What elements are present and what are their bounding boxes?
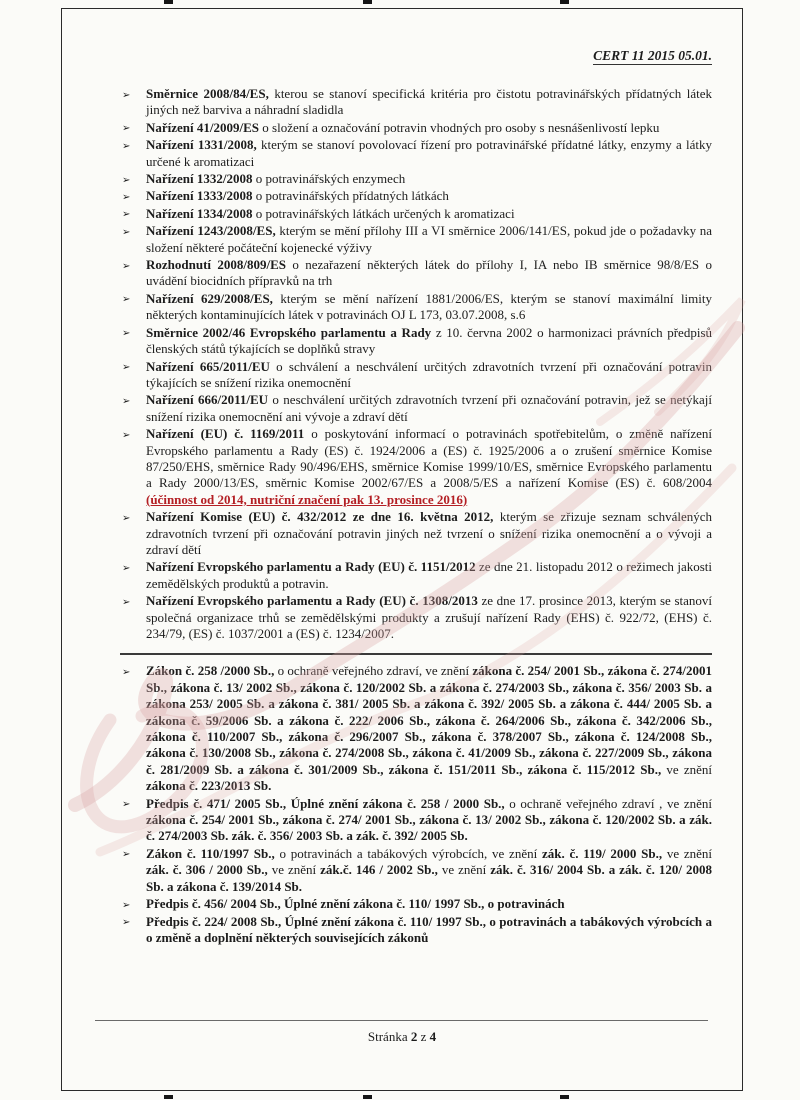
list-item [120,291,712,324]
list-item-text [146,206,515,221]
bold-citation-text: Nařízení 666/2011/EU [146,392,269,408]
bold-citation-text: Nařízení 1331/2008, [146,137,257,153]
header-reference-code: CERT 11 2015 05.01. [593,48,712,63]
bold-citation-text: Zákon č. 258 /2000 Sb., [146,663,275,679]
list-item [120,914,712,947]
text-run: ve znění [267,862,321,878]
bold-citation-text: Nařízení 629/2008/ES, [146,290,273,306]
text-run: kterou se stanoví specifická kritéria pro čistotu potravinářských přídatných látek jiných než barviva a náhradní sladidla [146,86,713,118]
list-item [120,86,712,119]
bullet-arrow-icon: ➢ [122,395,131,407]
list-item [120,137,712,170]
bullet-arrow-icon: ➢ [122,849,131,861]
bold-citation-text: zákona č. 223/2013 Sb. [146,778,272,794]
bold-citation-text: Nařízení Evropského parlamentu a Rady (EU) č. 1308/2013 [146,593,478,609]
text-run: o složení a označování potravin vhodných pro osoby s nesnášenlivostí lepku [259,119,660,135]
bold-citation-text: Směrnice 2008/84/ES, [146,86,269,101]
scan-registration-mark [363,1095,372,1099]
list-item [120,559,712,592]
bold-citation-text: zák. č. 306 / 2000 Sb., [146,862,268,878]
text-run: ze dne 21. listopadu 2012 o režimech jakosti zemědělských produktů a potravin. [146,559,712,591]
text-run: ve znění [661,761,713,777]
bold-citation-text: Nařízení 1333/2008 [146,188,253,204]
highlight-red-text: (účinnost od 2014, nutriční značení pak 13. prosince 2016) [146,491,468,507]
bullet-arrow-icon: ➢ [122,562,131,574]
list-item-text [146,896,565,911]
list-item-text [146,426,712,507]
text-run: o schválení a neschválení určitých zdravotních tvrzení při označování potravin týkajících se snížení rizika onemocnění [146,358,712,390]
list-item [120,359,712,392]
bullet-arrow-icon: ➢ [122,512,131,524]
list-item [120,426,712,508]
bullet-arrow-icon: ➢ [122,123,131,135]
list-item [120,392,712,425]
list-item-text [146,86,712,117]
bold-citation-text: zák. č. 119/ 2000 Sb., [541,845,663,861]
eu-regulations-list [120,86,712,642]
bullet-arrow-icon: ➢ [122,799,131,811]
list-item-text [146,392,712,423]
bold-citation-text: Předpis č. 456/ 2004 Sb., Úplné znění zákona č. 110/ 1997 Sb., o potravinách [146,896,565,912]
list-item [120,325,712,358]
bullet-arrow-icon: ➢ [122,328,131,340]
list-item [120,171,712,187]
text-run: Stránka [367,1029,411,1044]
list-item [120,663,712,794]
bold-citation-text: Nařízení 1334/2008 [146,205,253,221]
bullet-arrow-icon: ➢ [122,191,131,203]
list-item-text [146,120,659,135]
list-item [120,223,712,256]
bold-citation-text: Nařízení 1243/2008/ES, [146,223,276,239]
list-item-text [146,914,712,945]
scan-registration-mark [164,0,173,4]
text-run: o potravinářských látkách určených k aromatizaci [252,205,515,221]
bold-citation-text: Nařízení 665/2011/EU [146,358,270,374]
document-header [120,48,712,64]
bullet-arrow-icon: ➢ [122,666,131,678]
bullet-arrow-icon: ➢ [122,899,131,911]
list-item-text [146,663,712,793]
list-item [120,593,712,642]
bullet-arrow-icon: ➢ [122,209,131,221]
bullet-arrow-icon: ➢ [122,596,131,608]
list-item-text [146,257,712,288]
bold-citation-text: zák. č. 316/ 2004 Sb. a zák. č. 120/ 2008 Sb. a zákona č. 139/2014 Sb. [146,862,712,894]
bold-citation-text: zák.č. 146 / 2002 Sb., [320,862,438,878]
bold-citation-text: Zákon č. 110/1997 Sb., [146,845,275,861]
bold-citation-text: Nařízení Komise (EU) č. 432/2012 ze dne 16. května 2012, [146,509,494,525]
list-item [120,509,712,558]
text-run: o ochraně veřejného zdraví, ve znění [274,663,473,679]
list-item [120,188,712,204]
list-item [120,846,712,895]
text-run: o neschválení určitých zdravotních tvrzení při označování potravin, jež se netýkají snížení rizika onemocnění ani vývoje a zdraví dětí [146,392,712,424]
list-item-text [146,509,712,557]
bold-citation-text: Nařízení 41/2009/ES [146,119,260,135]
scan-registration-mark [164,1095,173,1099]
bullet-arrow-icon: ➢ [122,226,131,238]
list-item-text [146,359,712,390]
scan-registration-mark [560,0,569,4]
text-run: ze dne 17. prosince 2013, kterým se stanoví společná organizace trhů se zemědělskými produkty a zrušují nařízení Rady (EHS) č. 922/72, (EHS) č. 234/79, (ES) č. 1037/2001 a (ES) č. 1234/2007. [146,593,712,641]
list-item-text [146,559,712,590]
list-item [120,206,712,222]
bold-citation-text: zákona č. 254/ 2001 Sb., zákona č. 274/ 2001 Sb., zákona č. 13/ 2002 Sb., zákona č. 120/2002 Sb. a zák. č. 274/2003 Sb. zák. č. 356/ 2003 Sb. a zák. č. 392/ 2005 Sb. [146,812,712,844]
list-item-text [146,846,712,894]
text-run: ve znění [437,862,491,878]
list-item [120,257,712,290]
text-run: o ochraně veřejného zdraví , ve znění [504,795,712,811]
bullet-arrow-icon: ➢ [122,429,131,441]
bold-citation-text: 2 [410,1029,418,1044]
text-run: kterým se mění přílohy III a VI směrnice 2006/141/ES, pokud jde o požadavky na složení některé počáteční kojenecké výživy [146,223,713,255]
text-run: ve znění [662,845,712,861]
bold-citation-text: 4 [429,1029,437,1044]
list-item-text [146,137,712,168]
bold-citation-text: Předpis č. 471/ 2005 Sb., Úplné znění zákona č. 258 / 2000 Sb., [146,795,505,811]
page-footer [61,1029,743,1045]
text-run: z [417,1029,430,1044]
bullet-arrow-icon: ➢ [122,917,131,928]
scan-registration-mark [560,1095,569,1099]
list-item-text [146,291,712,322]
scan-registration-mark [363,0,372,4]
bullet-arrow-icon: ➢ [122,89,131,101]
czech-laws-list [120,663,712,946]
text-run: o potravinách a tabákových výrobcích, ve znění [274,845,542,861]
list-item-text [146,223,712,254]
text-run: o poskytování informací o potravinách spotřebitelům, o změně nařízení Evropského parlamentu a Rady (ES) č. 1924/2006 a (ES) č. 1925/2006 a o zrušení směrnice Komise 87/250/EHS, směrnice Rady 90/496/EHS, směrnice Komise 1999/10/ES, směrnice Evropského parlamentu a Rady 2000/13/ES, směrnic Komise 2002/67/ES a 2008/5/ES a nařízení Komise (ES) č. 608/2004 [146,426,712,491]
list-item-text [146,593,712,641]
page-number-text [368,1029,436,1044]
text-run: o potravinářských přídatných látkách [252,188,449,204]
text-run: kterým se zřizuje seznam schválených zdravotních tvrzení při označování potravin jiných než tvrzení o snížení rizika onemocnění a o vývoji a zdraví dětí [146,509,713,557]
bold-citation-text: Nařízení (EU) č. 1169/2011 [146,426,305,442]
text-run: kterým se mění nařízení 1881/2006/ES, kterým se stanoví maximální limity některých kontaminujících látek v potravinách OJ L 173, 03.07.2008, s.6 [146,290,713,323]
text-run: z 10. června 2002 o harmonizaci právních předpisů členských států týkajících se doplňků stravy [146,324,712,357]
text-run: kterým se stanoví povolovací řízení pro potravinářské přídatné látky, enzymy a látky určené k aromatizaci [146,137,712,169]
bold-citation-text: zákona č. 254/ 2001 Sb., zákona č. 274/2001 Sb., zákona č. 13/ 2002 Sb., zákona č. 120/2002 Sb. a zákona č. 274/2003 Sb., zákona č. 356/ 2003 Sb. a zákona 253/ 2005 Sb. a zákona č. 381/ 2005 Sb. a zákona č. 392/ 2005 Sb. a zákona č. 444/ 2005 Sb. a zákona č. 59/2006 Sb. a zákona č. 222/ 2006 Sb., zákona č. 264/2006 Sb., zákona č. 342/2006 Sb., zákona č. 110/2007 Sb., zákona č. 296/2007 Sb., zákona č. 378/2007 Sb., zákona č. 124/2008 Sb., zákona č. 130/2008 Sb., zákona č. 274/2008 Sb., zákona č. 41/2009 Sb., zákona č. 227/2009 Sb., zákona č. 281/2009 Sb. a zákona č. 301/2009 Sb., zákona č. 151/2011 Sb., zákona č. 115/2012 Sb., [146,663,712,777]
bullet-arrow-icon: ➢ [122,294,131,306]
text-run: o potravinářských enzymech [252,171,406,187]
bold-citation-text: Předpis č. 224/ 2008 Sb., Úplné znění zákona č. 110/ 1997 Sb., o potravinách a tabákových výrobcích a o změně a doplnění některých souvisejících zákonů [146,913,712,945]
bullet-arrow-icon: ➢ [122,140,131,152]
bullet-arrow-icon: ➢ [122,260,131,272]
bullet-arrow-icon: ➢ [122,362,131,373]
bold-citation-text: Směrnice 2002/46 Evropského parlamentu a Rady [146,324,432,340]
list-item [120,796,712,845]
bold-citation-text: Rozhodnutí 2008/809/ES [146,257,287,273]
list-item-text [146,325,712,356]
list-item-text [146,171,405,186]
section-divider [120,653,712,655]
list-item-text [146,796,712,844]
bold-citation-text: Nařízení Evropského parlamentu a Rady (EU) č. 1151/2012 [146,559,476,575]
bullet-arrow-icon: ➢ [122,174,131,186]
document-content [120,48,712,947]
list-item [120,896,712,912]
bold-citation-text: Nařízení 1332/2008 [146,171,253,187]
text-run: o nezařazení některých látek do přílohy I, IA nebo IB směrnice 98/8/ES o uvádění biocidních přípravků na trh [146,257,712,289]
list-item [120,120,712,136]
list-item-text [146,188,449,203]
footer-divider [95,1020,708,1021]
